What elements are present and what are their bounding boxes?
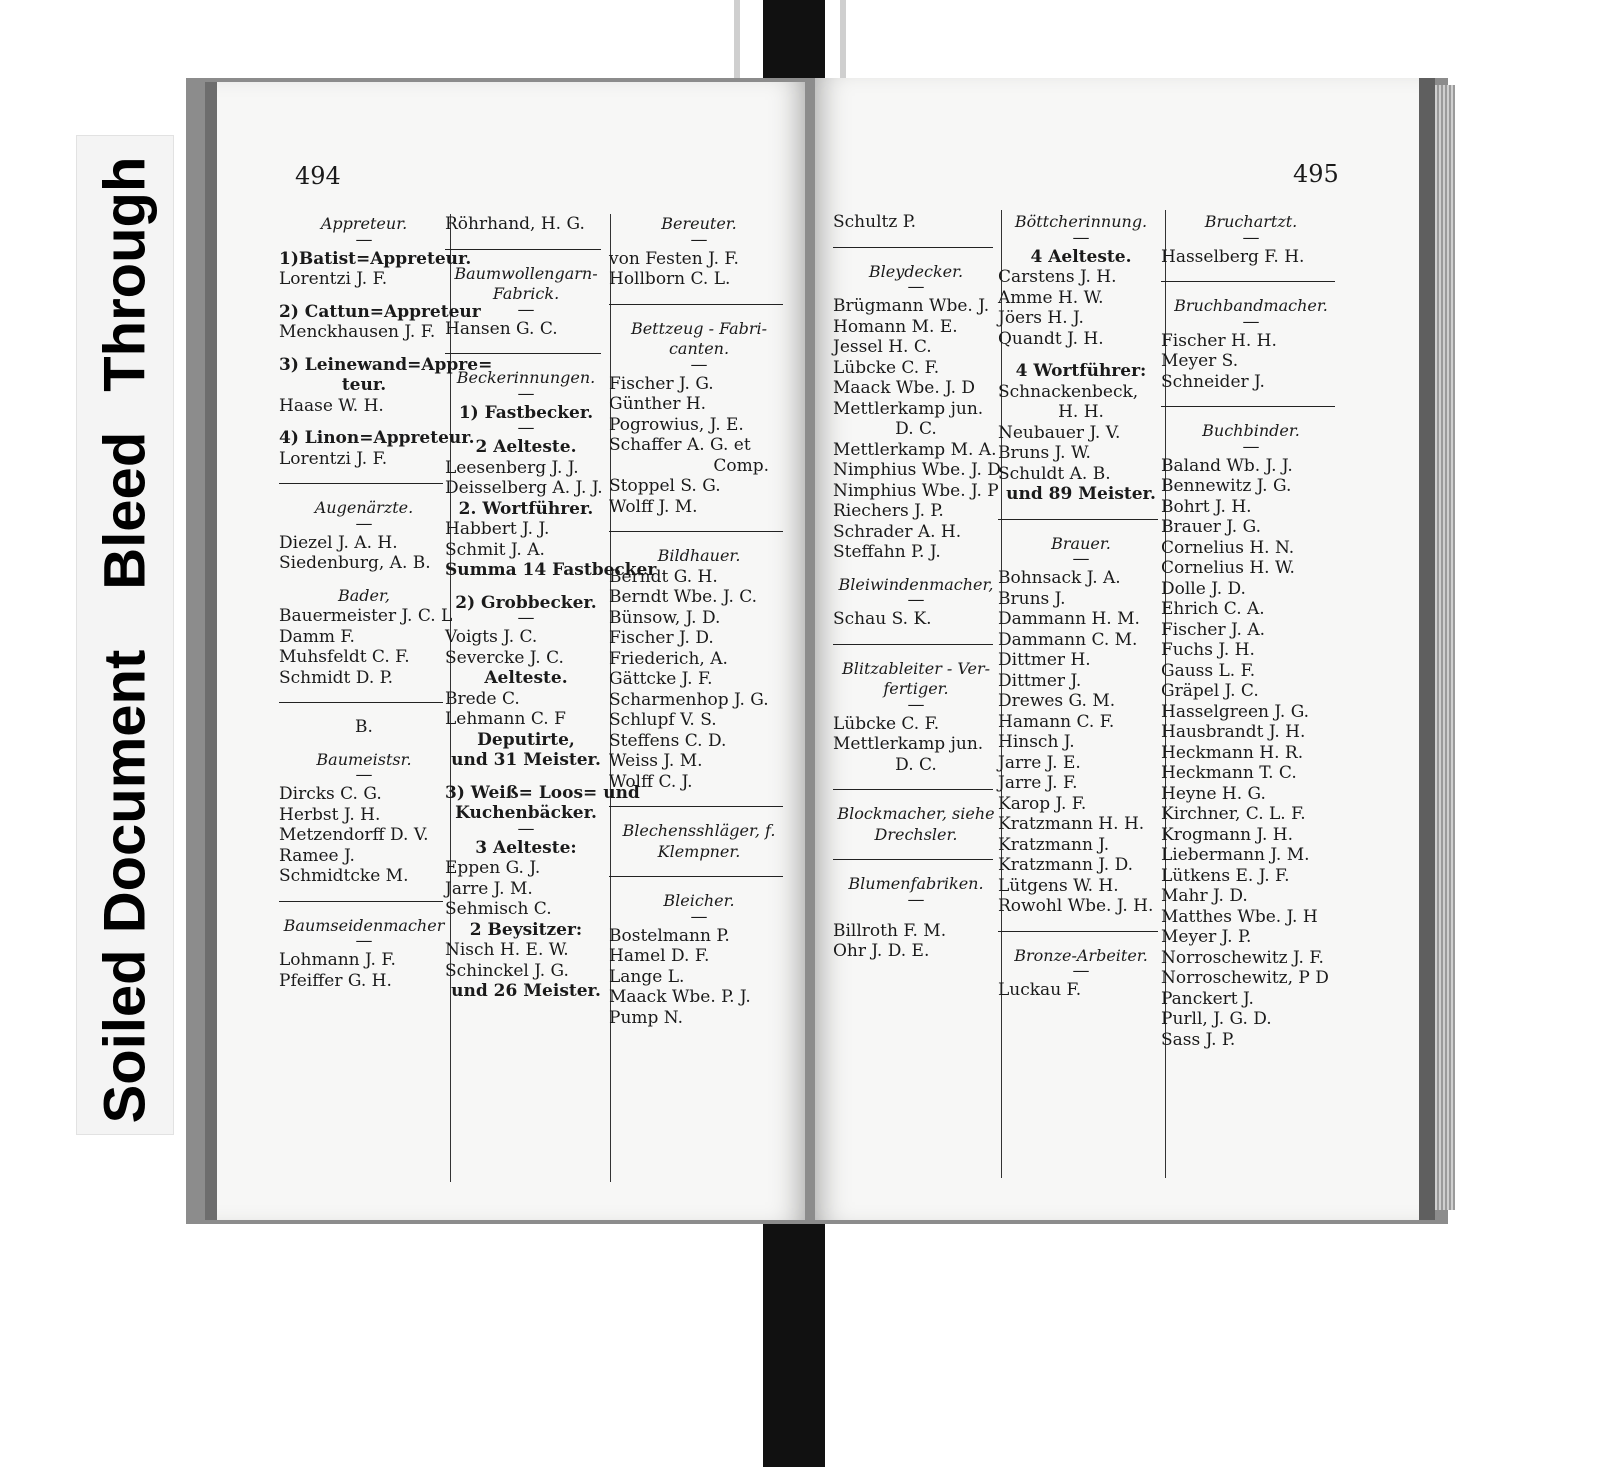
section-heading: Bader, bbox=[338, 585, 390, 605]
entry-line: Hollborn C. L. bbox=[609, 269, 731, 289]
section-heading: Bruchartzt. bbox=[1204, 212, 1298, 231]
entry-line: Nimphius Wbe. J. D bbox=[833, 460, 1001, 480]
entry-line: Mettlerkamp jun. bbox=[833, 398, 984, 419]
short-dash: — bbox=[1072, 549, 1090, 569]
side-label-part3: Through bbox=[92, 156, 158, 392]
entry-line: Brede C. bbox=[445, 688, 520, 709]
guild-heading: Aelteste. bbox=[484, 668, 568, 688]
entry-line: Friederich, A. bbox=[609, 648, 728, 669]
right-column-2 bbox=[998, 212, 1164, 1001]
short-dash: — bbox=[517, 818, 535, 839]
spacer bbox=[279, 290, 449, 302]
section-heading: Bildhauer. bbox=[657, 546, 741, 565]
entry-line: Brügmann Wbe. J. bbox=[833, 296, 990, 316]
entry-line: Dittmer J. bbox=[998, 670, 1082, 691]
entry-line: Mettlerkamp M. A. bbox=[833, 439, 997, 460]
entry-line: Fischer J. G. bbox=[609, 373, 714, 394]
entry-line: Weiss J. M. bbox=[609, 751, 703, 771]
entry-line: Schuldt A. B. bbox=[998, 463, 1111, 484]
entry-line: Bostelmann P. bbox=[609, 925, 730, 946]
entry-line: Maack Wbe. J. D bbox=[833, 378, 976, 398]
short-dash: — bbox=[517, 418, 535, 438]
entry-line: Fischer H. H. bbox=[1161, 330, 1277, 351]
entry-line: Ehrich C. A. bbox=[1161, 599, 1265, 619]
entry-line: Dircks C. G. bbox=[279, 784, 382, 804]
entry-line: Schmidtcke M. bbox=[279, 866, 409, 886]
section-heading: Baumwollengarn- bbox=[454, 263, 598, 283]
entry-line: Lorentzi J. F. bbox=[279, 448, 388, 469]
section-heading: Bereuter. bbox=[661, 214, 737, 233]
entry-line: Schaffer A. G. et bbox=[609, 435, 751, 455]
entry-line: Schinckel J. G. bbox=[445, 960, 569, 981]
entry-line: Metzendorff D. V. bbox=[279, 825, 429, 845]
short-dash: — bbox=[907, 694, 925, 715]
short-dash: — bbox=[1242, 436, 1260, 457]
entry-line: Bruns J. W. bbox=[998, 443, 1091, 463]
section-heading: Böttcherinnung. bbox=[1014, 212, 1148, 231]
section-separator bbox=[833, 247, 993, 248]
section-heading: Augenärzte. bbox=[314, 498, 414, 517]
entry-line: Bauermeister J. C. L bbox=[279, 606, 453, 626]
section-separator bbox=[279, 483, 443, 484]
entry-line: H. H. bbox=[1058, 402, 1104, 422]
section-heading: Blitzableiter - Ver- bbox=[841, 658, 991, 678]
entry-line: Hasselgreen J. G. bbox=[1161, 701, 1310, 722]
guild-heading: Deputirte, bbox=[477, 729, 575, 750]
section-separator bbox=[998, 519, 1158, 520]
guild-heading: 2 Beysitzer: bbox=[469, 919, 583, 940]
entry-line: Ramee J. bbox=[279, 845, 355, 866]
section-separator bbox=[833, 644, 993, 645]
guild-heading: 3) Leinewand=Appre= bbox=[279, 354, 493, 375]
entry-line: Bünsow, J. D. bbox=[609, 607, 721, 628]
entry-line: Dammann H. M. bbox=[998, 609, 1140, 629]
short-dash: — bbox=[1242, 311, 1260, 332]
short-dash: — bbox=[355, 229, 373, 250]
guild-heading: 2) Grobbecker. bbox=[455, 592, 597, 613]
entry-line: Carstens J. H. bbox=[998, 267, 1117, 287]
guild-heading: teur. bbox=[341, 375, 387, 395]
entry-line: B. bbox=[355, 717, 373, 737]
entry-line: Schmidt D. P. bbox=[279, 667, 394, 688]
section-separator bbox=[833, 859, 993, 860]
entry-line: Schau S. K. bbox=[833, 609, 932, 629]
guild-heading: 1) Fastbecker. bbox=[458, 402, 594, 423]
section-heading: Fabrick. bbox=[492, 284, 560, 303]
short-dash: — bbox=[517, 608, 535, 628]
entry-line: Siedenburg, A. B. bbox=[279, 553, 431, 573]
entry-line: Bennewitz J. G. bbox=[1161, 476, 1292, 496]
entry-line: Jessel H. C. bbox=[833, 337, 932, 357]
guild-heading: 4 Wortführer: bbox=[1015, 361, 1147, 381]
section-heading: Klempner. bbox=[657, 841, 741, 861]
guild-heading: und 89 Meister. bbox=[1006, 484, 1156, 504]
spine-strap-bottom bbox=[763, 1200, 825, 1467]
entry-line: Meyer S. bbox=[1161, 351, 1239, 371]
section-heading: Blumenfabriken. bbox=[848, 874, 984, 893]
entry-line: Stoppel S. G. bbox=[609, 476, 721, 496]
short-dash: — bbox=[517, 383, 535, 404]
entry-line: Mettlerkamp jun. bbox=[833, 734, 984, 754]
entry-line: Steffens C. D. bbox=[609, 730, 727, 751]
entry-line: Ohr J. D. E. bbox=[833, 941, 930, 961]
section-separator bbox=[1161, 281, 1335, 282]
entry-line: Severcke J. C. bbox=[445, 647, 564, 668]
right-column-1 bbox=[833, 212, 999, 962]
entry-line: Leesenberg J. J. bbox=[445, 457, 579, 478]
section-heading: Beckerinnungen. bbox=[456, 368, 596, 387]
guild-heading: 3 Aelteste: bbox=[475, 837, 577, 858]
entry-line: Hansen G. C. bbox=[445, 318, 558, 339]
entry-line: Steffahn P. J. bbox=[833, 542, 941, 562]
left-column-3 bbox=[609, 214, 789, 1028]
section-heading: Buchbinder. bbox=[1202, 421, 1300, 440]
guild-heading: und 31 Meister. bbox=[451, 750, 601, 770]
entry-line: Baland Wb. J. J. bbox=[1161, 455, 1293, 476]
spacer bbox=[279, 738, 449, 750]
short-dash: — bbox=[355, 765, 373, 785]
entry-line: Meyer J. P. bbox=[1161, 927, 1252, 947]
entry-line: Hinsch J. bbox=[998, 732, 1075, 752]
entry-line: Billroth F. M. bbox=[833, 920, 947, 941]
guild-heading: 2) Cattun=Appreteur bbox=[279, 301, 481, 322]
guild-heading: 4 Aelteste. bbox=[1030, 246, 1132, 267]
section-heading: Bleydecker. bbox=[868, 261, 964, 281]
entry-line: Lübcke C. F. bbox=[833, 713, 940, 734]
entry-line: Cornelius H. N. bbox=[1161, 537, 1295, 558]
entry-line: Jarre J. F. bbox=[998, 773, 1078, 793]
page-number-right: 495 bbox=[1293, 160, 1339, 188]
entry-line: Neubauer J. V. bbox=[998, 422, 1121, 443]
spacer bbox=[445, 581, 607, 593]
entry-line: Herbst J. H. bbox=[279, 804, 381, 825]
spacer bbox=[279, 416, 449, 428]
entry-line: Schrader A. H. bbox=[833, 521, 962, 542]
entry-line: Kratzmann H. H. bbox=[998, 814, 1145, 834]
section-heading: Bleicher. bbox=[663, 891, 735, 910]
section-heading: canten. bbox=[668, 339, 730, 358]
entry-line: Brauer J. G. bbox=[1161, 517, 1261, 537]
entry-line: Schmit J. A. bbox=[445, 539, 545, 560]
section-separator bbox=[445, 353, 601, 354]
entry-line: Kratzmann J. D. bbox=[998, 855, 1134, 875]
entry-line: Dittmer H. bbox=[998, 650, 1091, 670]
section-heading: Bleiwindenmacher, bbox=[838, 574, 994, 594]
short-dash: — bbox=[907, 590, 925, 610]
entry-line: Dammann C. M. bbox=[998, 629, 1138, 650]
entry-line: Fischer J. D. bbox=[609, 628, 714, 648]
entry-line: Panckert J. bbox=[1161, 988, 1254, 1009]
entry-line: Fuchs J. H. bbox=[1161, 640, 1255, 660]
entry-line: Bohnsack J. A. bbox=[998, 568, 1121, 588]
entry-line: Lorentzi J. F. bbox=[279, 269, 388, 289]
section-heading: Bronze-Arbeiter. bbox=[1014, 945, 1148, 965]
short-dash: — bbox=[517, 299, 535, 320]
entry-line: Bruns J. bbox=[998, 588, 1066, 609]
entry-line: Fischer J. A. bbox=[1161, 619, 1266, 640]
entry-line: Voigts J. C. bbox=[445, 627, 538, 647]
side-label-text bbox=[92, 157, 159, 1124]
section-heading: Bruchbandmacher. bbox=[1174, 296, 1328, 315]
section-separator bbox=[833, 789, 993, 790]
side-label-part1: Soiled Document bbox=[92, 649, 158, 1124]
entry-line: Schlupf V. S. bbox=[609, 710, 717, 730]
entry-line: Kirchner, C. L. F. bbox=[1161, 804, 1306, 824]
entry-line: Drewes G. M. bbox=[998, 691, 1116, 711]
section-separator bbox=[998, 931, 1158, 932]
section-heading: Baumseidenmacher bbox=[283, 915, 445, 935]
entry-line: Muhsfeldt C. F. bbox=[279, 647, 410, 667]
entry-line: Homann M. E. bbox=[833, 316, 958, 337]
section-separator bbox=[445, 249, 601, 250]
entry-line: Lehmann C. F bbox=[445, 709, 566, 729]
short-dash: — bbox=[1072, 961, 1090, 981]
entry-line: Gauss L. F. bbox=[1161, 660, 1256, 681]
guild-heading: 2. Wortführer. bbox=[458, 498, 594, 519]
entry-line: Habbert J. J. bbox=[445, 519, 550, 539]
entry-line: Lange L. bbox=[609, 966, 685, 987]
short-dash: — bbox=[1072, 227, 1090, 248]
entry-line: Hausbrandt J. H. bbox=[1161, 722, 1306, 742]
entry-line: D. C. bbox=[895, 754, 937, 775]
entry-line: Norroschewitz J. F. bbox=[1161, 947, 1324, 968]
right-column-3 bbox=[1161, 212, 1341, 1050]
entry-line: D. C. bbox=[895, 419, 937, 439]
entry-line: Nisch H. E. W. bbox=[445, 940, 569, 960]
spacer bbox=[833, 909, 999, 921]
entry-line: Sass J. P. bbox=[1161, 1029, 1236, 1050]
entry-line: Norroschewitz, P D bbox=[1161, 968, 1329, 988]
entry-line: Berndt Wbe. J. C. bbox=[609, 587, 758, 607]
guild-heading: 4) Linon=Appreteur. bbox=[279, 428, 475, 448]
section-heading: Brauer. bbox=[1051, 533, 1111, 553]
spacer bbox=[279, 574, 449, 586]
entry-line: Berndt G. H. bbox=[609, 566, 718, 587]
entry-line: Gättcke J. F. bbox=[609, 669, 713, 689]
section-heading: Bettzeug - Fabri- bbox=[630, 318, 768, 338]
entry-line: Gräpel J. C. bbox=[1161, 681, 1259, 701]
page-number-left: 494 bbox=[295, 162, 341, 190]
entry-line: Maack Wbe. P. J. bbox=[609, 987, 751, 1007]
entry-line: Hamel D. F. bbox=[609, 946, 710, 966]
guild-heading: und 26 Meister. bbox=[451, 981, 601, 1001]
entry-line: Liebermann J. M. bbox=[1161, 845, 1310, 865]
entry-line: Quandt J. H. bbox=[998, 328, 1104, 349]
entry-line: Wolff J. M. bbox=[609, 496, 698, 517]
right-page bbox=[815, 78, 1435, 1220]
guild-heading: 1)Batist=Appreteur. bbox=[279, 248, 472, 269]
entry-line: Menckhausen J. F. bbox=[279, 322, 436, 342]
guild-heading: 2 Aelteste. bbox=[475, 437, 577, 457]
entry-line: Bohrt J. H. bbox=[1161, 496, 1252, 517]
guild-heading: Summa 14 Fastbecker bbox=[445, 560, 657, 580]
entry-line: Heyne H. G. bbox=[1161, 783, 1266, 804]
short-dash: — bbox=[690, 229, 708, 250]
short-dash: — bbox=[355, 513, 373, 534]
entry-line: Lübcke C. F. bbox=[833, 357, 940, 378]
page-edges bbox=[1435, 85, 1455, 1210]
guild-heading: 3) Weiß= Loos= und bbox=[445, 782, 640, 803]
left-page bbox=[205, 82, 805, 1220]
entry-line: Schneider J. bbox=[1161, 371, 1265, 392]
short-dash: — bbox=[355, 931, 373, 951]
section-separator bbox=[609, 531, 783, 532]
short-dash: — bbox=[690, 906, 708, 927]
entry-line: Nimphius Wbe. J. P bbox=[833, 480, 999, 501]
section-separator bbox=[279, 901, 443, 902]
entry-line: Jöers H. J. bbox=[998, 308, 1084, 328]
entry-line: Sehmisch C. bbox=[445, 899, 552, 919]
entry-line: Purll, J. G. D. bbox=[1161, 1009, 1272, 1029]
spacer bbox=[833, 563, 999, 575]
guild-heading: Kuchenbäcker. bbox=[455, 803, 597, 823]
section-separator bbox=[609, 304, 783, 305]
entry-line: Pogrowius, J. E. bbox=[609, 414, 744, 435]
entry-line: Scharmenhop J. G. bbox=[609, 689, 769, 710]
entry-line: Wolff C. J. bbox=[609, 771, 693, 792]
entry-line: Heckmann H. R. bbox=[1161, 742, 1304, 763]
section-heading: Baumeistsr. bbox=[316, 749, 412, 769]
entry-line: Mahr J. D. bbox=[1161, 886, 1248, 906]
spacer bbox=[998, 349, 1164, 361]
entry-line: Jarre J. M. bbox=[445, 878, 533, 899]
entry-line: Matthes Wbe. J. H bbox=[1161, 906, 1318, 927]
entry-line: Karop J. F. bbox=[998, 793, 1087, 814]
section-separator bbox=[609, 806, 783, 807]
entry-line: Amme H. W. bbox=[998, 287, 1104, 308]
entry-line: Cornelius H. W. bbox=[1161, 558, 1295, 578]
entry-line: Diezel J. A. H. bbox=[279, 532, 398, 553]
section-separator bbox=[1161, 406, 1335, 407]
section-separator bbox=[609, 876, 783, 877]
entry-line: Rowohl Wbe. J. H. bbox=[998, 896, 1154, 916]
entry-line: Eppen G. J. bbox=[445, 858, 541, 878]
entry-line: Schnackenbeck, bbox=[998, 381, 1139, 402]
entry-line: Deisselberg A. J. J. bbox=[445, 478, 603, 498]
entry-line: Röhrhand, H. G. bbox=[445, 214, 585, 234]
entry-line: von Festen J. F. bbox=[609, 248, 739, 269]
entry-line: Heckmann T. C. bbox=[1161, 763, 1297, 783]
entry-line: Damm F. bbox=[279, 626, 355, 647]
side-label-part2: Bleed bbox=[92, 431, 158, 590]
short-dash: — bbox=[907, 277, 925, 297]
section-heading: Appreteur. bbox=[320, 214, 408, 233]
section-separator bbox=[279, 702, 443, 703]
section-heading: Blockmacher, siehe bbox=[837, 804, 995, 823]
entry-line: Jarre J. E. bbox=[998, 752, 1081, 773]
entry-line: Günther H. bbox=[609, 394, 707, 414]
entry-line: Pfeiffer G. H. bbox=[279, 970, 392, 991]
entry-line: Dolle J. D. bbox=[1161, 578, 1246, 599]
section-heading: Drechsler. bbox=[874, 824, 958, 844]
section-heading: Blechensshläger, f. bbox=[622, 821, 776, 840]
short-dash: — bbox=[690, 354, 708, 375]
entry-line: Lohmann J. F. bbox=[279, 950, 396, 970]
entry-line: Krogmann J. H. bbox=[1161, 824, 1294, 845]
short-dash: — bbox=[907, 889, 925, 910]
short-dash: — bbox=[1242, 227, 1260, 248]
entry-line: Hasselberg F. H. bbox=[1161, 246, 1305, 267]
entry-line: Haase W. H. bbox=[279, 395, 384, 416]
entry-line: Schultz P. bbox=[833, 212, 917, 232]
entry-line: Lütgens W. H. bbox=[998, 875, 1119, 896]
section-heading: fertiger. bbox=[883, 679, 949, 698]
entry-line: Hamann C. F. bbox=[998, 711, 1115, 732]
spacer bbox=[279, 343, 449, 355]
entry-line: Pump N. bbox=[609, 1007, 683, 1028]
entry-line: Riechers J. P. bbox=[833, 501, 944, 521]
entry-line: Kratzmann J. bbox=[998, 834, 1110, 855]
spacer bbox=[445, 771, 607, 783]
entry-line: Luckau F. bbox=[998, 980, 1082, 1000]
entry-line: Comp. bbox=[713, 455, 769, 476]
entry-line: Lütkens E. J. F. bbox=[1161, 865, 1290, 886]
